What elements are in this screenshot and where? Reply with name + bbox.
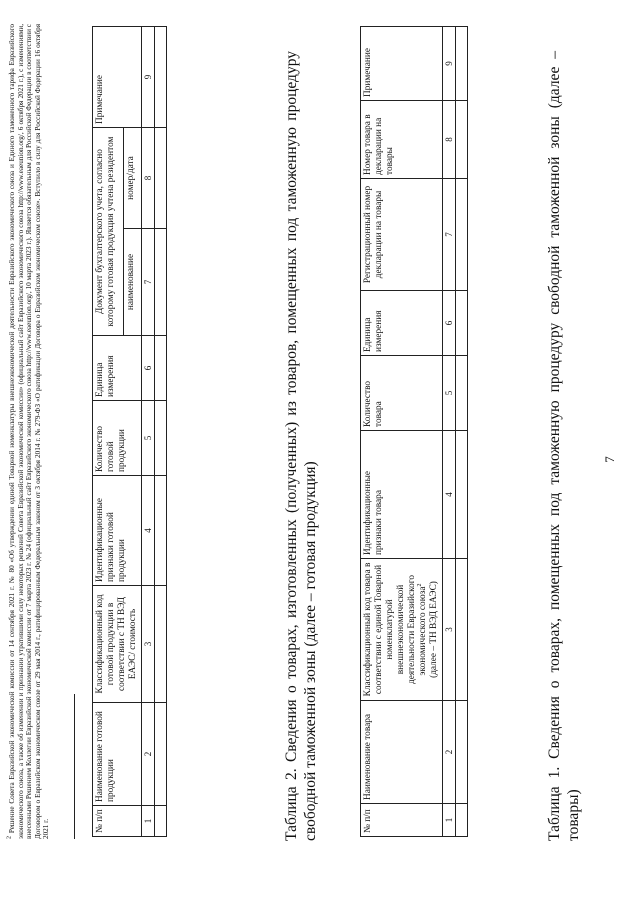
table1-header-features: Идентификационные признаки товара <box>361 431 443 559</box>
table2-empty-cell <box>155 229 167 336</box>
table2-empty-cell <box>155 586 167 703</box>
table1-col-number: 5 <box>443 356 456 431</box>
table2-number-row <box>142 27 155 837</box>
table2-header-name: Наименование готовой продукции <box>93 703 142 806</box>
table1-col-number: 1 <box>443 804 456 837</box>
table1-empty-cell <box>456 431 468 559</box>
table1-header-quantity: Количество товара <box>361 356 443 431</box>
table2-col-number: 6 <box>142 336 155 401</box>
table2-empty-cell <box>155 806 167 837</box>
table1-empty-cell <box>456 27 468 101</box>
table2-caption: Таблица 2. Сведения о товарах, изготовленных (полученных) из товаров, помещенных под таможенную процедуру свободной таможенной зоны (далее – готовая продукция) <box>283 51 319 841</box>
table1-col-number: 6 <box>443 291 456 356</box>
table2-empty-cell <box>155 476 167 586</box>
table1-empty-cell <box>456 101 468 179</box>
table2-empty-cell <box>155 128 167 229</box>
table2-header-code: Классификационный код готовой продукции в соответствии с ТН ВЭД ЕАЭС/ стоимость <box>93 586 142 703</box>
table2-header-accounting-doc: Документ бухгалтерского учета, согласно которому готовая продукция учтена резидентом <box>93 128 124 336</box>
table1-empty-cell <box>456 356 468 431</box>
table2-header-features: Идентификационные признаки готовой продукции <box>93 476 142 586</box>
page-number: 7 <box>602 456 617 463</box>
table2-col-number: 1 <box>142 806 155 837</box>
table2-col-number: 5 <box>142 401 155 476</box>
footnote-mark: 2 <box>6 836 13 839</box>
table1-empty-cell <box>456 179 468 291</box>
table1-header-row <box>361 27 443 837</box>
footnote-text: Решение Совета Евразийской экономической комиссии от 14 сентября 2021 г. № 80 «Об утверждении единой Товарной номенклатуры внешнеэкономической деятельности Евразийского экономического союза и Единого таможенного тарифа Евразийского экономического союза, а также об изменении и признании утратившими силу некоторых решений Совета Евразийской экономической комиссии» (официальный сайт Евразийского экономического союза http://www.eaeunion.org/, 6 октября 2021 г.), с изменениями, внесенными Решением Коллегии Евразийской экономической комиссии от 7 марта 2023 г. № 24 (официальный сайт Евразийского экономического союза http://www.eaeunion.org/, 10 марта 2023 г.). Является обязательным для Российской Федерации в соответствии с Договором о Евразийском экономическом союзе от 29 мая 2014 г., ратифицированным Федеральным законом от 3 октября 2014 г. № 279-ФЗ «О ратификации Договора о Евразийском экономическом союзе». Вступило в силу для Российской Федерации 16 октября 2021 г. <box>8 23 51 839</box>
table1-empty-cell <box>456 559 468 701</box>
table1-empty-cell <box>456 291 468 356</box>
table1-header-num: № п/п <box>361 804 443 837</box>
footnote-divider <box>74 694 75 839</box>
table2-col-number: 7 <box>142 229 155 336</box>
table2-empty-cell <box>155 336 167 401</box>
table1-header-declaration: Регистрационный номер декларации на товары <box>361 179 443 291</box>
table1-col-number: 2 <box>443 701 456 804</box>
footnote <box>8 24 51 839</box>
table2-header-quantity: Количество готовой продукции <box>93 401 142 476</box>
table2-col-number: 4 <box>142 476 155 586</box>
table1-number-row <box>443 27 456 837</box>
table1-col-number: 7 <box>443 179 456 291</box>
table2-finished-products <box>92 26 167 837</box>
table1-col-number: 3 <box>443 559 456 701</box>
table2-col-number: 2 <box>142 703 155 806</box>
table2-subheader-name: наименование <box>123 229 141 336</box>
table2-empty-row <box>155 27 167 837</box>
table1-header-note: Примечание <box>361 27 443 101</box>
table1-caption: Таблица 1. Сведения о товарах, помещенных под таможенную процедуру свободной таможенной зоны (далее – товары) <box>546 51 582 841</box>
table1-empty-row <box>456 27 468 837</box>
table1-header-item-number: Номер товара в декларации на товары <box>361 101 443 179</box>
table1-header-code-text: Классификационный код товара в соответствии с единой Товарной номенклатурой внешнеэкономической деятельности Евразийского экономического союза <box>363 562 428 697</box>
table2-col-number: 3 <box>142 586 155 703</box>
table2-col-number: 9 <box>142 27 155 128</box>
table2-header-unit: Единица измерения <box>93 336 142 401</box>
table2-col-number: 8 <box>142 128 155 229</box>
table1-col-number: 9 <box>443 27 456 101</box>
table2-empty-cell <box>155 27 167 128</box>
table1-header-code-suffix: (далее – ТН ВЭД ЕАЭС) <box>429 581 439 678</box>
table2-header-row <box>93 27 124 837</box>
table1-empty-cell <box>456 701 468 804</box>
table1-empty-cell <box>456 804 468 837</box>
table1-header-name: Наименование товара <box>361 701 443 804</box>
table1-goods <box>360 26 468 837</box>
table2-header-note: Примечание <box>93 27 142 128</box>
table1-header-code <box>361 559 443 701</box>
table1-header-unit: Единица измерения <box>361 291 443 356</box>
table2-empty-cell <box>155 703 167 806</box>
table1-col-number: 4 <box>443 431 456 559</box>
table2-empty-cell <box>155 401 167 476</box>
table1-col-number: 8 <box>443 101 456 179</box>
table2-header-num: № п/п <box>93 806 142 837</box>
table2-subheader-number-date: номер/дата <box>123 128 141 229</box>
footnote-ref: 2 <box>416 583 423 587</box>
